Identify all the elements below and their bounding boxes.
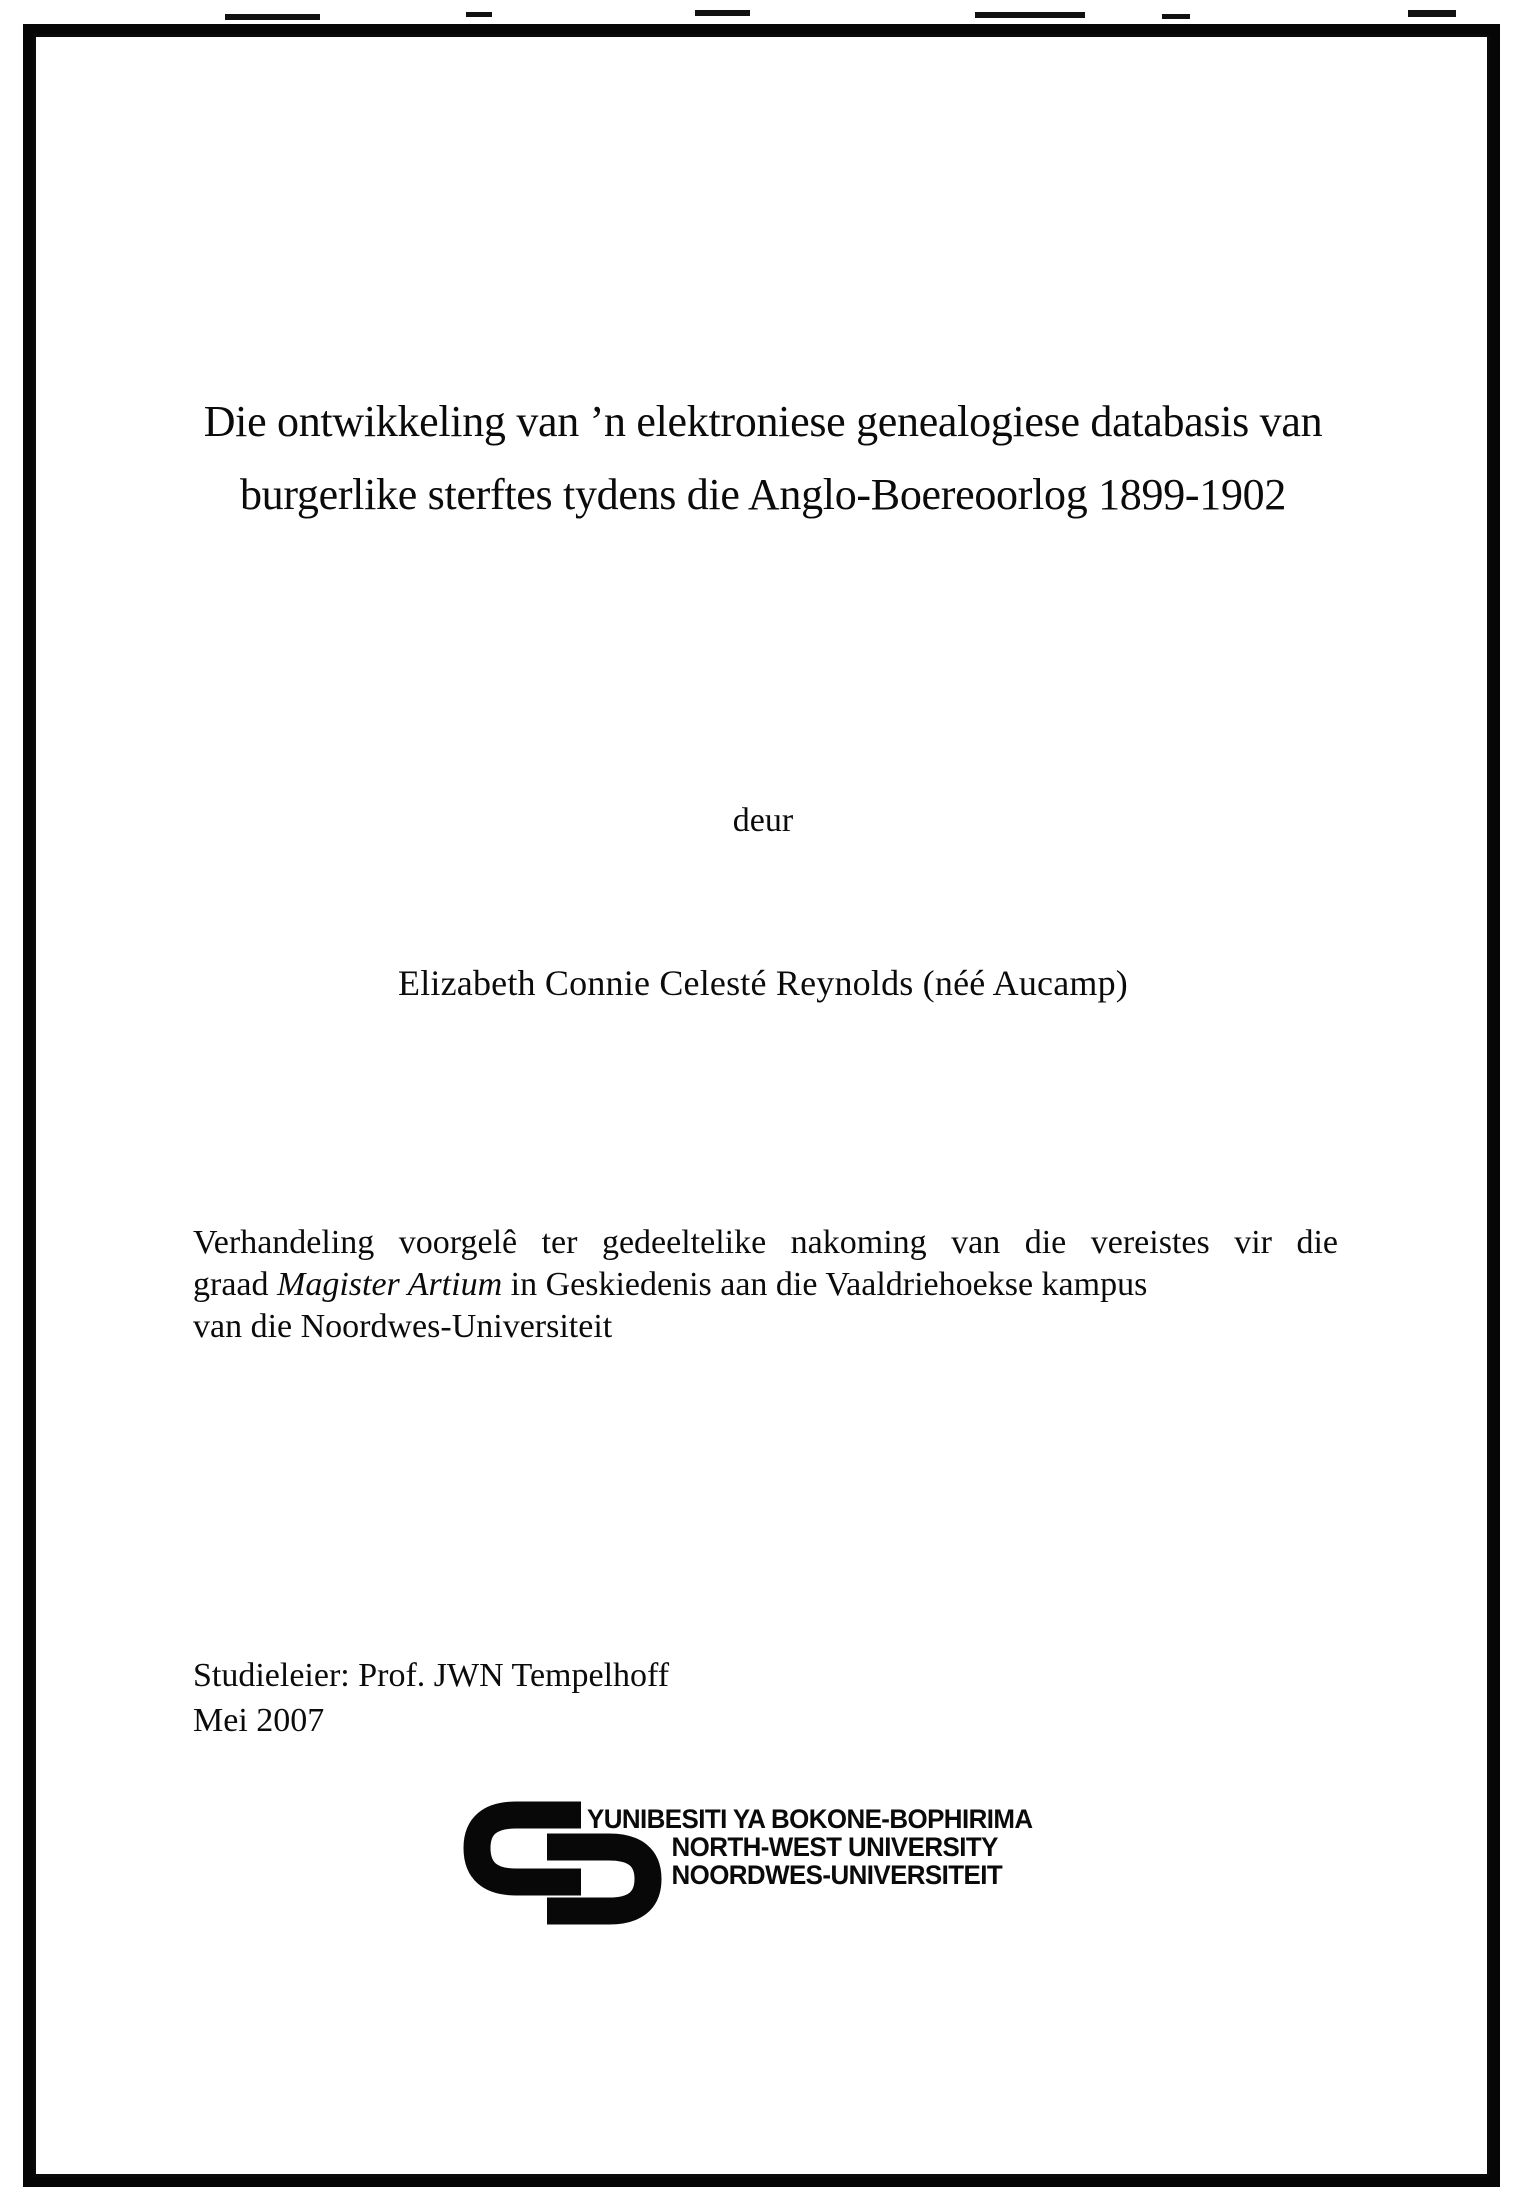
supervisor-block <box>193 1653 1193 1743</box>
date-line: Mei 2007 <box>193 1702 325 1739</box>
degree-statement <box>193 1222 1338 1348</box>
university-logo-text <box>587 1805 1125 1889</box>
byline: deur <box>732 802 794 839</box>
supervisor-line: Studieleier: Prof. JWN Tempelhoff <box>193 1657 670 1694</box>
degree-statement-line-3: van die Noordwes-Universiteit <box>193 1308 613 1345</box>
degree-statement-line2-prefix: graad <box>193 1266 278 1303</box>
degree-statement-line2-suffix: in Geskiedenis aan die Vaaldriehoekse kampus <box>502 1266 1148 1303</box>
title-line-2: burgerlike sterftes tydens die Anglo-Boereoorlog 1899-1902 <box>239 470 1287 519</box>
page-title <box>183 385 1343 531</box>
degree-statement-line-1: Verhandeling voorgelê ter gedeeltelike nakoming van die vereistes vir die <box>193 1224 1338 1261</box>
degree-name-italic: Magister Artium <box>277 1266 503 1303</box>
university-logo <box>460 1797 1140 1957</box>
scan-artifact <box>1408 10 1456 17</box>
degree-statement-line-2 <box>193 1264 1338 1306</box>
scan-artifact <box>466 12 492 17</box>
logo-text-line-2: NORTH-WEST UNIVERSITY <box>671 1832 998 1862</box>
scan-artifact <box>695 10 750 16</box>
scan-artifact <box>975 12 1085 18</box>
title-line-1: Die ontwikkeling van ’n elektroniese genealogiese databasis van <box>203 397 1323 446</box>
scan-artifact <box>1162 14 1190 19</box>
author-name: Elizabeth Connie Celesté Reynolds (néé Aucamp) <box>398 963 1128 1003</box>
logo-text-line-1: YUNIBESITI YA BOKONE-BOPHIRIMA <box>587 1804 1033 1834</box>
logo-text-line-3: NOORDWES-UNIVERSITEIT <box>671 1860 1003 1890</box>
scan-artifact <box>225 14 320 20</box>
